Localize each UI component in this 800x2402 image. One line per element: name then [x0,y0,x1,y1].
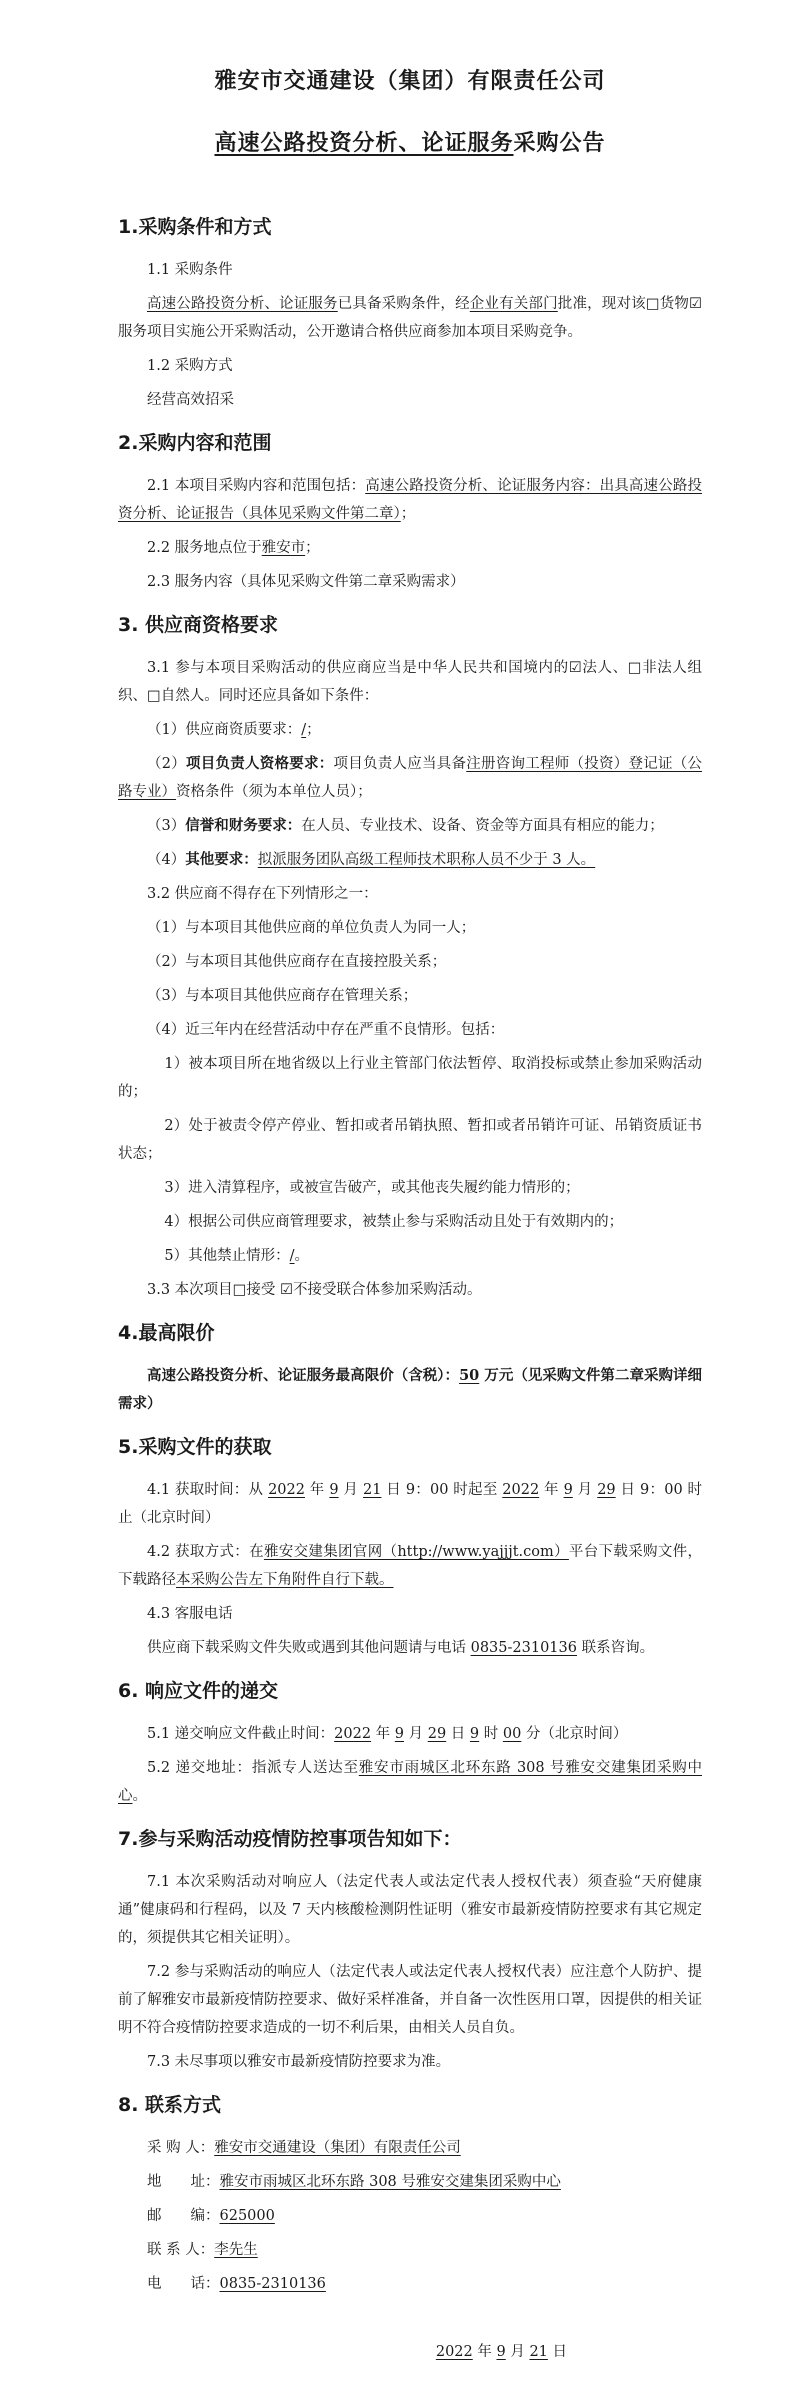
checkbox-checked-services-icon: ☑ [689,296,703,312]
text-segment: 3.2 供应商不得存在下列情形之一： [147,886,378,902]
checkbox-unchecked-accept-consortium-icon: □ [232,1282,247,1298]
text-segment: 2.2 服务地点位于 [147,540,262,556]
text-segment: 2.1 本项目采购内容和范围包括： [147,478,366,494]
text-segment: 年 [539,1482,564,1498]
text-segment: 7.1 本次采购活动对响应人（法定代表人或法定代表人授权代表）须查验“天府健康通”健康码和行程码，以及 7 天内核酸检测阴性证明（雅安市最新疫情防控要求有其它规定的，须提供其它相关证明）。 [118,1874,702,1946]
text-segment: 项目负责人应当具备 [333,756,467,772]
text-segment: 不接受联合体参加采购活动。 [292,1282,482,1298]
doc-title [118,126,702,162]
text-segment: 月 [572,1482,598,1498]
document-content [118,64,702,2366]
text-segment: 日 9：00 时起至 [381,1482,503,1498]
text-segment: 7.参与采购活动疫情防控事项告知如下： [118,1828,462,1850]
text-segment: 0835-2310136 [219,2276,326,2292]
text-segment: 注册咨询工程师（投资）登记证（公路专业） [118,756,703,800]
paragraph [118,2270,702,2298]
paragraph [118,880,702,908]
text-segment: 日 [446,1726,470,1742]
paragraph [118,256,702,284]
paragraph [118,1276,702,1304]
text-segment: / [289,1248,295,1264]
text-segment: 批准，现对该 [557,296,646,312]
text-segment: 年 [472,2344,497,2360]
text-segment: 。 [294,1248,310,1264]
section-heading [118,212,702,242]
paragraph [118,1208,702,1236]
text-segment: 5.2 递交地址：指派专人送达至 [147,1760,359,1776]
text-segment: 2022 [435,2344,473,2360]
text-segment: 非法人组织、 [118,660,703,704]
paragraph [118,472,702,528]
text-segment: 9 [469,1726,480,1742]
text-segment: 2.3 服务内容（具体见采购文件第二章采购需求） [147,574,465,590]
checkbox-checked-legal-person-icon: ☑ [568,660,582,676]
text-segment: 9 [329,1482,339,1498]
text-segment: 供应商下载采购文件失败或遇到其他问题请与电话 [147,1640,471,1656]
text-segment: ； [305,540,320,556]
text-segment: 雅安市雨城区北环东路 308 号雅安交建集团采购中心 [118,1760,702,1804]
paragraph [118,750,702,806]
text-segment: 7.3 未尽事项以雅安市最新疫情防控要求为准。 [147,2054,451,2070]
paragraph [118,1868,702,1952]
paragraph [118,386,702,414]
text-segment: 2022 [502,1482,540,1498]
text-segment: 4）根据公司供应商管理要求，被禁止参与采购活动且处于有效期内的； [164,1214,624,1230]
text-segment: 高速公路投资分析、论证服务最高限价（含税）： [147,1367,460,1384]
text-segment: 。 [132,1788,147,1804]
text-segment: 日 9：00 时止（北京时间） [118,1482,702,1526]
paragraph [118,1720,702,1748]
text-segment: 分（北京时间） [521,1726,628,1742]
section-heading [118,428,702,458]
text-segment: 资格条件（须为本单位人员）； [176,784,372,800]
text-segment: 2）处于被责令停产停业、暂扣或者吊销执照、暂扣或者吊销许可证、吊销资质证书状态； [118,1118,702,1162]
checkbox-unchecked-natural-person-icon: □ [147,688,161,704]
text-segment: 8. 联系方式 [118,2094,222,2116]
text-segment: 9 [496,2344,506,2360]
section-heading [118,1676,702,1706]
text-segment: 21 [529,2344,548,2360]
paragraph [118,914,702,942]
section-heading [118,610,702,640]
section-heading [118,1824,702,1854]
paragraph [118,1050,702,1106]
text-segment: 年 [371,1726,395,1742]
paragraph [118,1112,702,1168]
checkbox-unchecked-goods-icon: □ [645,296,660,312]
paragraph [118,2202,702,2230]
text-segment: ； [306,722,321,738]
text-segment: 3. 供应商资格要求 [118,614,279,636]
paragraph [118,812,702,840]
text-segment: 地 址： [147,2174,220,2190]
text-segment: 年 [304,1482,330,1498]
paragraph [118,1174,702,1202]
paragraph [118,654,702,710]
text-segment: 本采购公告左下角附件自行下载。 [176,1572,394,1588]
text-segment: 1.2 采购方式 [147,358,233,374]
doc-title [118,64,702,100]
text-segment: 月 [338,1482,363,1498]
text-segment: 雅安市 [261,540,306,556]
paragraph [118,290,702,346]
text-segment: （4） [147,852,186,868]
text-segment: 1.采购条件和方式 [118,216,272,238]
text-segment: （3） [147,818,186,834]
text-segment: 5.1 递交响应文件截止时间： [147,1726,335,1742]
paragraph [118,1016,702,1044]
text-segment: 雅安市交通建设（集团）有限责任公司 [214,2140,461,2156]
text-segment: 联 系 人： [147,2242,215,2258]
text-segment: 信誉和财务要求： [185,817,302,834]
text-segment: 已具备采购条件，经 [337,296,470,312]
text-segment: 电 话： [147,2276,220,2292]
text-segment: 9 [394,1726,405,1742]
text-segment: 7.2 参与采购活动的响应人（法定代表人或法定代表人授权代表）应注意个人防护、提前了解雅安市最新疫情防控要求、做好采样准备，并自备一次性医用口罩，因提供的相关证明不符合疫情防控要求造成的一切不利后果，由相关人员自负。 [118,1964,702,2036]
text-segment: 4.1 获取时间：从 [147,1482,269,1498]
text-segment: （1）与本项目其他供应商的单位负责人为同一人； [147,920,476,936]
text-segment: 00 [502,1726,522,1742]
text-segment: 雅安市交通建设（集团）有限责任公司 [214,69,606,94]
text-segment: ； [400,506,416,522]
checkbox-unchecked-unincorporated-org-icon: □ [627,660,643,676]
paragraph [118,1476,702,1532]
text-segment: 拟派服务团队高级工程师技术职称人员不少于 3 人。 [257,852,596,868]
paragraph [118,2134,702,2162]
text-segment: （2）与本项目其他供应商存在直接控股关系； [147,954,447,970]
text-segment: 服务项目实施公开采购活动，公开邀请合格供应商参加本项目采购竞争。 [118,324,582,340]
text-segment: 雅安交建集团官网（http://www.yajjjt.com） [263,1544,569,1560]
text-segment: 4.最高限价 [118,1322,215,1344]
text-segment: 月 [505,2344,530,2360]
text-segment: 0835-2310136 [470,1640,577,1656]
paragraph [118,1242,702,1270]
text-segment: 50 [459,1367,480,1384]
paragraph [118,948,702,976]
text-segment: 平台下载采购文件，下载路径 [118,1544,702,1588]
text-segment: 5.采购文件的获取 [118,1436,272,1458]
text-segment: 企业有关部门 [469,296,558,312]
text-segment: 李先生 [214,2242,258,2258]
text-segment: 联系咨询。 [577,1640,655,1656]
text-segment: 3）进入清算程序，或被宣告破产，或其他丧失履约能力情形的； [164,1180,580,1196]
text-segment: 625000 [219,2208,275,2224]
text-segment: （1）供应商资质要求： [147,722,302,738]
text-segment: 3.1 参与本项目采购活动的供应商应当是中华人民共和国境内的 [147,660,569,676]
paragraph [118,1754,702,1810]
text-segment: 6. 响应文件的递交 [118,1680,279,1702]
text-segment: 邮 编： [147,2208,220,2224]
text-segment: （3）与本项目其他供应商存在管理关系； [147,988,418,1004]
text-segment: / [301,722,307,738]
text-segment: 万元（见采购文件第二章采购详细需求） [118,1367,703,1412]
text-segment: 高速公路投资分析、论证服务内容：出具高速公路投资分析、论证报告（具体见采购文件第二章） [118,478,703,522]
text-segment: 项目负责人资格要求： [185,755,334,772]
text-segment: （4）近三年内在经营活动中存在严重不良情形。包括： [147,1022,505,1038]
text-segment: 4.2 获取方式：在 [147,1544,264,1560]
text-segment: 高速公路投资分析、论证服务 [147,296,338,312]
text-segment: 5）其他禁止情形： [164,1248,290,1264]
text-segment: 其他要求： [185,851,258,868]
text-segment: 时 [479,1726,503,1742]
text-segment: 在人员、专业技术、设备、资金等方面具有相应的能力； [301,818,664,834]
text-segment: 自然人。同时还应具备如下条件： [160,688,379,704]
text-segment: 月 [404,1726,428,1742]
paragraph [118,846,702,874]
text-segment: 4.3 客服电话 [147,1606,233,1622]
text-segment: 9 [563,1482,573,1498]
text-segment: 2022 [334,1726,372,1742]
text-segment: 29 [427,1726,447,1742]
text-segment: （2） [147,756,186,772]
section-heading [118,1318,702,1348]
paragraph [118,716,702,744]
paragraph [118,2048,702,2076]
checkbox-checked-not-accept-consortium-icon: ☑ [279,1282,293,1298]
section-heading [118,2090,702,2120]
text-segment: 21 [362,1482,382,1498]
text-segment: 29 [597,1482,616,1498]
text-segment: 法人、 [581,660,628,676]
paragraph [118,1362,702,1418]
paragraph [118,352,702,380]
text-segment: 经营高效招采 [147,392,234,408]
paragraph [118,2168,702,2196]
paragraph [118,1600,702,1628]
text-segment: 接受 [246,1282,280,1298]
paragraph [118,568,702,596]
paragraph [118,1958,702,2042]
paragraph [118,2236,702,2264]
date-line [118,2338,702,2366]
paragraph [118,982,702,1010]
text-segment: 货物 [659,296,690,312]
text-segment: 日 [547,2344,567,2360]
paragraph [118,1634,702,1662]
text-segment: 采 购 人： [147,2140,215,2156]
text-segment: 高速公路投资分析、论证服务 [214,131,514,156]
text-segment: 3.3 本次项目 [147,1282,233,1298]
text-segment: 2022 [268,1482,305,1498]
section-heading [118,1432,702,1462]
text-segment: 1.1 采购条件 [147,262,233,278]
paragraph [118,534,702,562]
text-segment: 雅安市雨城区北环东路 308 号雅安交建集团采购中心 [219,2174,561,2190]
text-segment: 1）被本项目所在地省级以上行业主管部门依法暂停、取消投标或禁止参加采购活动的； [118,1056,702,1100]
paragraph [118,1538,702,1594]
text-segment: 采购公告 [513,131,606,156]
text-segment: 2.采购内容和范围 [118,432,272,454]
